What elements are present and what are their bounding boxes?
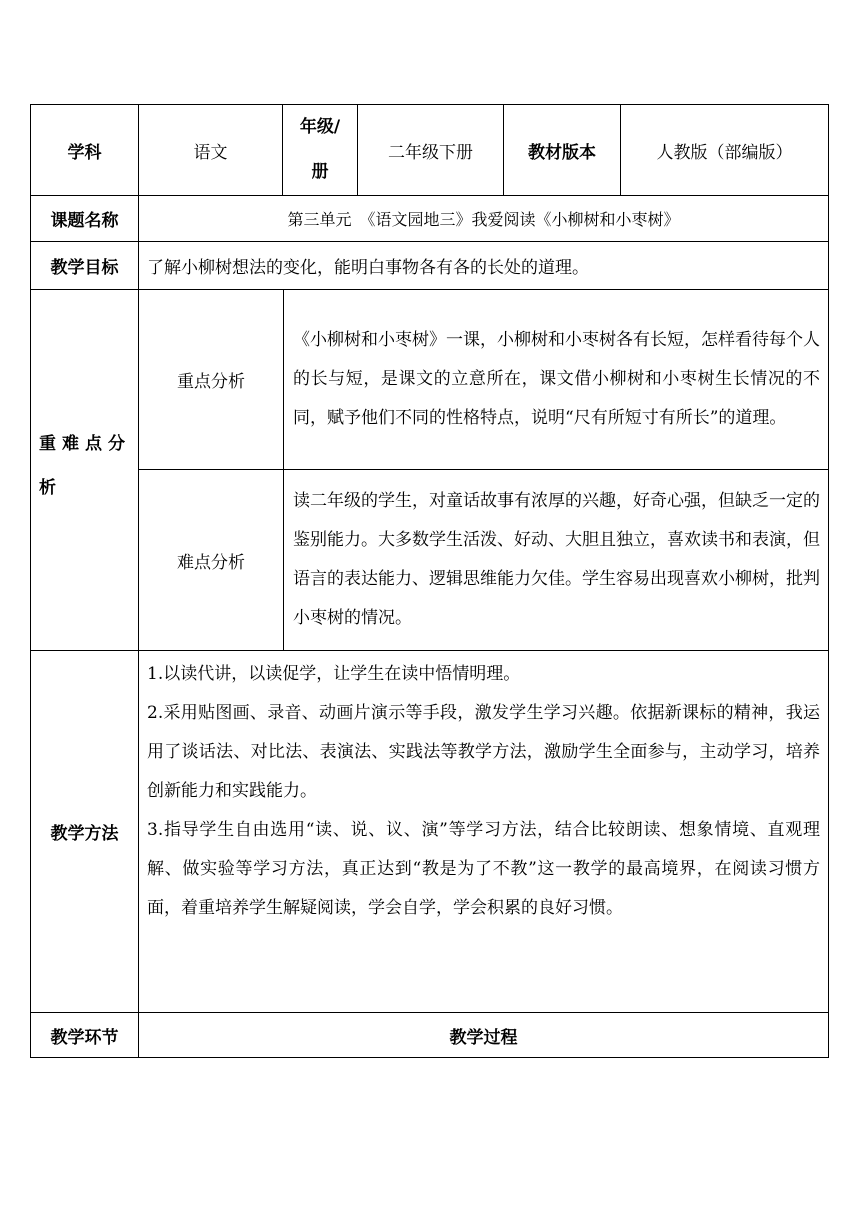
difficult-analysis-text: 读二年级的学生，对童话故事有浓厚的兴趣，好奇心强，但缺乏一定的鉴别能力。大多数学生活泼、好动、大胆且独立，喜欢读书和表演，但语言的表达能力、逻辑思维能力欠佳。学生容易出现喜欢小柳树，批判小枣树的情况。 [293,491,820,628]
edition-value: 人教版（部编版） [656,142,793,163]
methods-cell [139,651,828,1012]
methods-label: 教学方法 [50,824,119,844]
grade-label-line1: 年级/ [299,117,341,137]
key-analysis-cell [284,290,828,469]
subject-label: 学科 [67,142,102,163]
key-analysis-label: 重点分析 [177,372,245,392]
edition-label: 教材版本 [528,142,596,163]
key-analysis-text: 《小柳树和小枣树》一课，小柳树和小枣树各有长短，怎样看待每个人的长与短，是课文的立意所在，课文借小柳树和小枣树生长情况的不同，赋予他们不同的性格特点，说明“尺有所短寸有所长”的道理。 [293,330,820,428]
process-value: 教学过程 [449,1027,518,1048]
analysis-label [31,290,138,650]
process-label: 教学环节 [50,1027,119,1048]
method-item-2: 2.采用贴图画、录音、动画片演示等手段，激发学生学习兴趣。依据新课标的精神，我运用了谈话法、对比法、表演法、实践法等教学方法，激励学生全面参与，主动学习，培养创新能力和实践能力。 [147,703,820,801]
difficult-analysis-cell [284,470,828,650]
difficult-analysis-label: 难点分析 [177,552,245,573]
subject-value: 语文 [193,142,228,163]
grade-value: 二年级下册 [388,142,473,163]
analysis-label-line1: 重难点分 [39,434,131,454]
analysis-label-line2: 析 [39,478,62,498]
grade-label-line2: 册 [311,162,329,182]
objective-label: 教学目标 [50,258,119,278]
method-item-1: 1.以读代讲，以读促学，让学生在读中悟情明理。 [147,664,521,684]
objective-value: 了解小柳树想法的变化，能明白事物各有各的长处的道理。 [147,258,589,278]
method-item-3: 3.指导学生自由选用“读、说、议、演”等学习方法，结合比较朗读、想象情境、直观理解、做实验等学习方法，真正达到“教是为了不教”这一教学的最高境界，在阅读习惯方面，着重培养学生解疑阅读，学会自学，学会积累的良好习惯。 [147,820,820,918]
grade-label [283,105,357,195]
lesson-label: 课题名称 [50,211,119,231]
lesson-value: 第三单元 《语文园地三》我爱阅读《小柳树和小枣树》 [287,210,680,229]
